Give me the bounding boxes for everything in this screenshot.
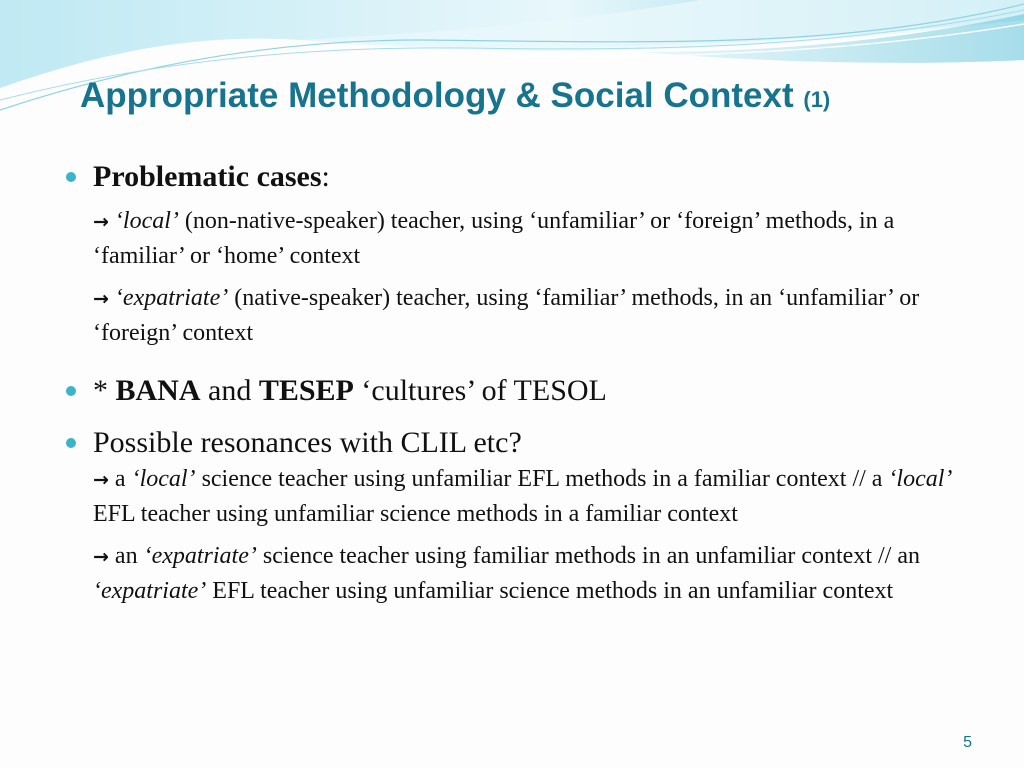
arrow-right-icon: →: [93, 469, 109, 491]
bullet-star: *: [93, 374, 116, 407]
slide-title-number: (1): [803, 87, 831, 112]
bullet-dot-icon: [66, 438, 76, 448]
bullet-problematic-cases: [66, 158, 966, 196]
term-expatriate: ‘expatriate’: [93, 578, 207, 604]
term-bana: BANA: [115, 374, 201, 407]
bullet-clil-resonances: [66, 424, 966, 462]
bullet-dot-icon: [66, 386, 76, 396]
sub-point-local-teacher: [66, 204, 966, 273]
sub-point-text: EFL teacher using unfamiliar science methods in a familiar context: [93, 501, 738, 527]
bullet-label: Problematic cases: [93, 160, 322, 193]
term-expatriate: ‘expatriate’: [143, 543, 257, 569]
bullet-bana-tesep: [66, 372, 966, 410]
sub-point-expatriate-teacher: [66, 281, 966, 350]
sub-point-pre: a: [108, 466, 132, 492]
page-number: 5: [963, 734, 972, 751]
sub-point-expatriate-science-teacher: [66, 539, 966, 608]
bullet-rest: ‘cultures’ of TESOL: [353, 374, 607, 407]
sub-point-text: EFL teacher using unfamiliar science methods in an unfamiliar context: [206, 578, 894, 604]
sub-point-local-science-teacher: [66, 462, 966, 531]
arrow-right-icon: →: [93, 211, 109, 233]
arrow-right-icon: →: [93, 546, 109, 568]
sub-point-text: (native-speaker) teacher, using ‘familiar’ methods, in an ‘unfamiliar’ or ‘foreign’ context: [93, 285, 920, 346]
bullet-suffix: :: [321, 160, 330, 193]
term-local: ‘local’: [131, 466, 196, 492]
sub-point-mid: science teacher using familiar methods in an unfamiliar context // an: [256, 543, 920, 569]
slide-title: [80, 76, 830, 116]
sub-point-pre: an: [108, 543, 144, 569]
term-expatriate: ‘expatriate’: [114, 285, 229, 311]
arrow-right-icon: →: [93, 288, 109, 310]
sub-point-mid: science teacher using unfamiliar EFL methods in a familiar context // a: [195, 466, 889, 492]
slide-title-text: Appropriate Methodology & Social Context: [80, 76, 794, 115]
bullet-and: and: [200, 374, 259, 407]
term-local: ‘local’: [888, 466, 953, 492]
term-local: ‘local’: [114, 208, 179, 234]
sub-point-text: (non-native-speaker) teacher, using ‘unfamiliar’ or ‘foreign’ methods, in a ‘familiar’ or ‘home’ context: [93, 208, 895, 269]
bullet-dot-icon: [66, 172, 76, 182]
header-wave-decoration: [0, 0, 1024, 140]
bullet-text: Possible resonances with CLIL etc?: [93, 426, 522, 459]
term-tesep: TESEP: [258, 374, 354, 407]
slide-body: [66, 158, 966, 608]
